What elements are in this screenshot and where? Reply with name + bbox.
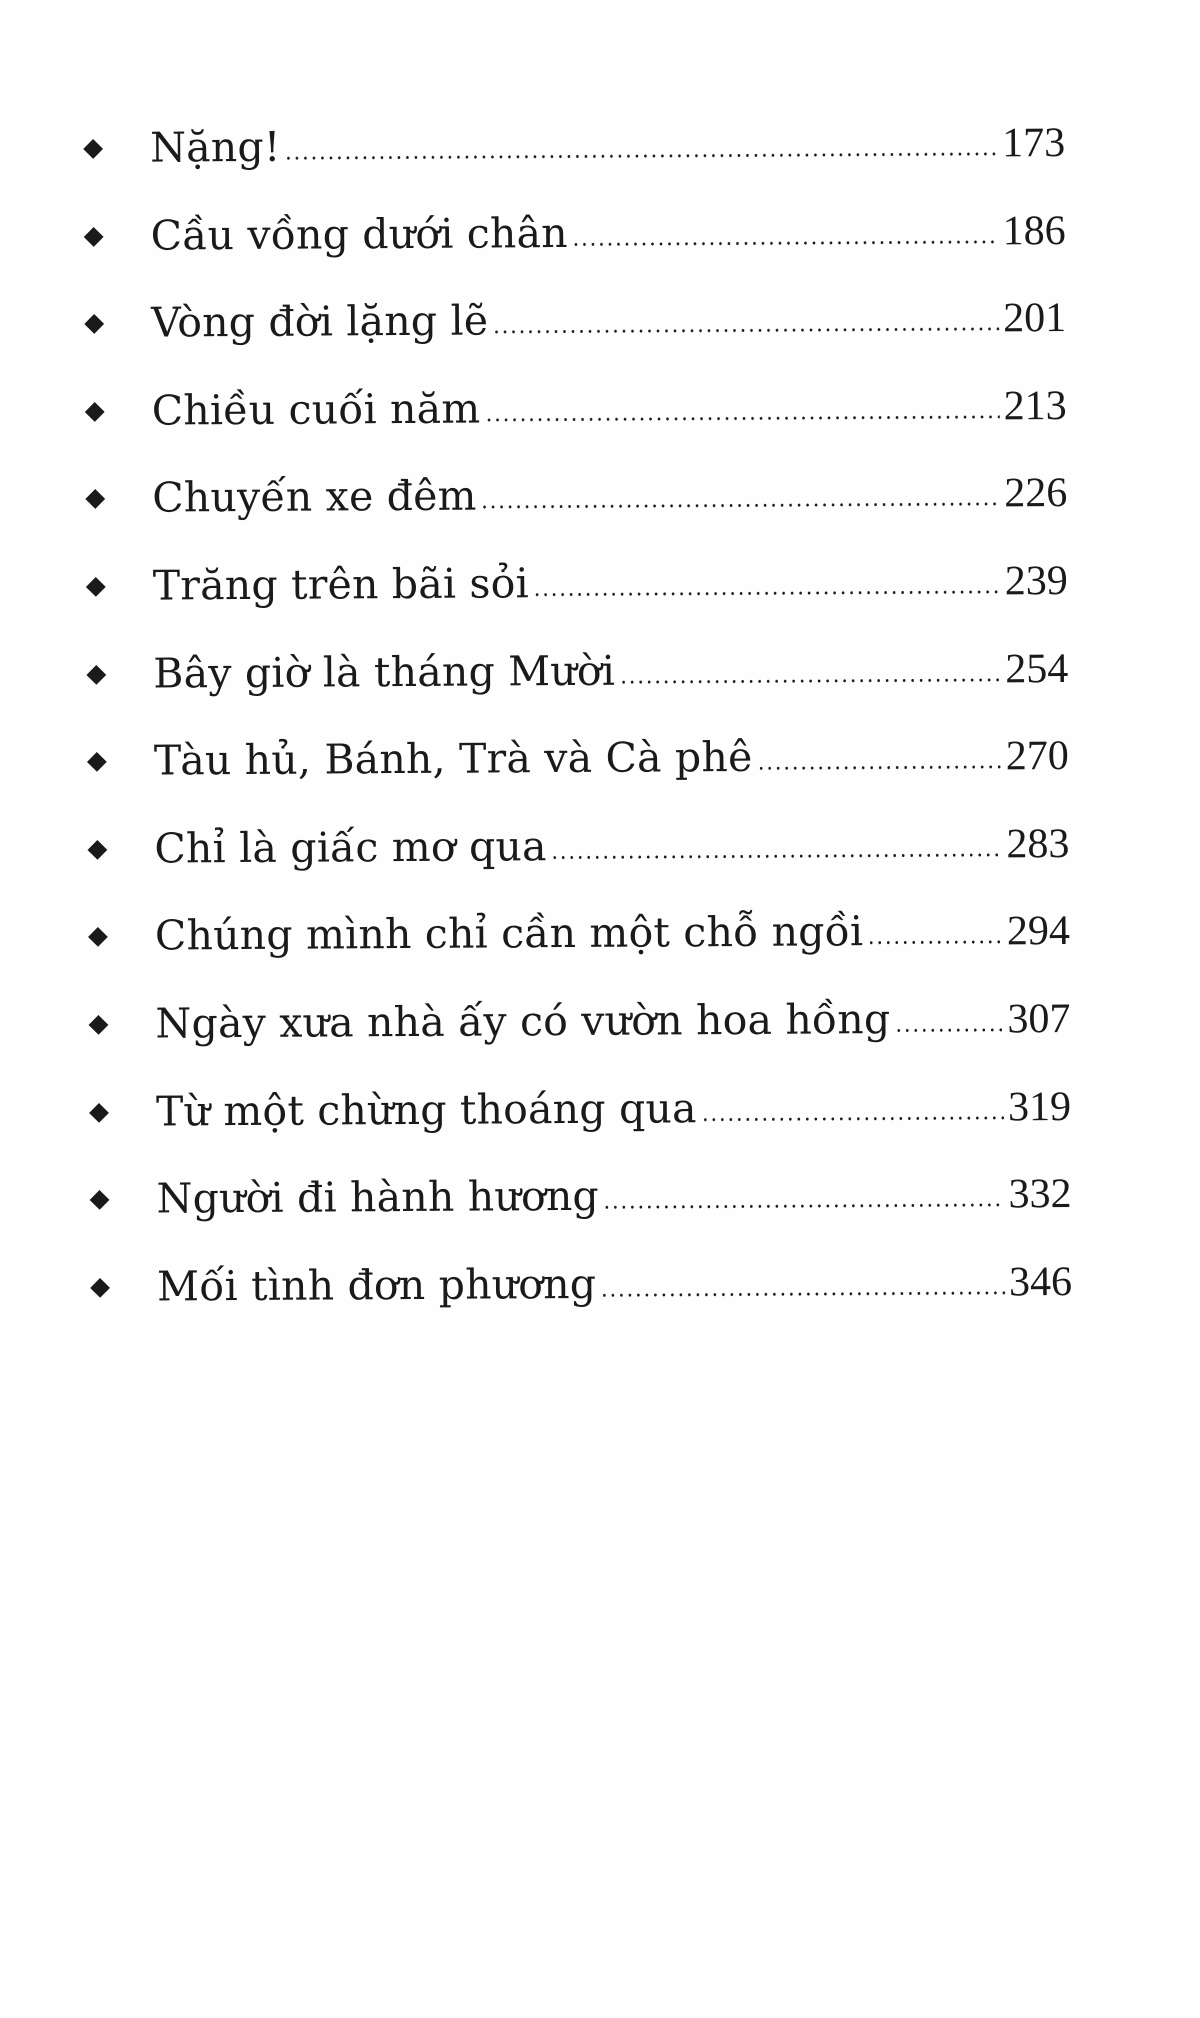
diamond-bullet-icon	[85, 489, 105, 509]
dot-leader	[894, 1028, 1003, 1032]
diamond-bullet-icon	[90, 1190, 110, 1210]
dot-leader	[492, 328, 999, 334]
dot-leader	[867, 941, 1003, 945]
dot-leader	[533, 590, 1001, 596]
toc-entry-title: Chuyến xe đêm	[152, 471, 477, 522]
toc-entry[interactable]	[82, 382, 1068, 479]
diamond-bullet-icon	[84, 314, 104, 334]
toc-entry-title: Chúng mình chỉ cần một chỗ ngồi	[154, 907, 864, 960]
diamond-bullet-icon	[85, 402, 105, 422]
toc-entry[interactable]	[84, 735, 1070, 829]
toc-entry-title: Chỉ là giấc mơ qua	[154, 821, 547, 873]
toc-entry-page-number: 186	[1002, 207, 1066, 254]
toc-entry-title: Người đi hành hương	[156, 1171, 600, 1223]
dot-leader	[603, 1203, 1005, 1208]
toc-entry[interactable]	[83, 557, 1069, 654]
toc-entry-page-number: 332	[1008, 1171, 1072, 1218]
toc-entry[interactable]	[85, 995, 1071, 1092]
toc-entry[interactable]	[82, 472, 1068, 566]
toc-entry-title: Trăng trên bãi sỏi	[152, 559, 530, 610]
toc-entry-page-number: 319	[1007, 1083, 1072, 1130]
toc-entry-title: Chiều cuối năm	[151, 384, 481, 435]
toc-entry-title: Từ một chừng thoáng qua	[155, 1083, 697, 1136]
diamond-bullet-icon	[89, 1103, 109, 1123]
dot-leader	[285, 152, 999, 159]
diamond-bullet-icon	[86, 665, 106, 685]
dot-leader	[484, 415, 999, 421]
toc-entry-page-number: 213	[1003, 382, 1067, 430]
diamond-bullet-icon	[88, 840, 108, 860]
toc-entry[interactable]	[86, 1173, 1072, 1267]
toc-entry-title: Mối tình đơn phương	[156, 1259, 597, 1311]
toc-entry-title: Vòng đời lặng lẽ	[151, 296, 489, 347]
toc-entry-title: Nặng!	[149, 122, 281, 172]
toc-entry-page-number: 173	[1001, 119, 1066, 167]
toc-entry-page-number: 239	[1004, 557, 1068, 605]
toc-entry-page-number: 254	[1005, 645, 1069, 692]
toc-entry[interactable]	[80, 119, 1066, 216]
dot-leader	[619, 678, 1001, 683]
diamond-bullet-icon	[84, 227, 104, 247]
toc-entry-page-number: 294	[1006, 908, 1071, 955]
toc-entry[interactable]	[81, 297, 1067, 391]
dot-leader	[481, 503, 1001, 509]
diamond-bullet-icon	[89, 1015, 109, 1035]
toc-entry-title: Cầu vồng dưới chân	[150, 208, 568, 260]
toc-entry-title: Bây giờ là tháng Mười	[153, 646, 616, 698]
diamond-bullet-icon	[83, 139, 103, 159]
toc-entry-page-number: 283	[1006, 820, 1070, 868]
diamond-bullet-icon	[86, 577, 106, 597]
toc-entry-title: Ngày xưa nhà ấy có vườn hoa hồng	[155, 995, 891, 1048]
toc-entry-page-number: 270	[1005, 733, 1069, 780]
dot-leader	[572, 240, 999, 246]
toc-entry-page-number: 201	[1003, 295, 1067, 342]
toc-entry[interactable]	[86, 1085, 1072, 1179]
toc-entry[interactable]	[83, 645, 1069, 742]
table-of-contents	[80, 119, 1073, 1354]
toc-entry[interactable]	[87, 1258, 1073, 1355]
dot-leader	[701, 1116, 1004, 1121]
dot-leader	[600, 1291, 1005, 1296]
dot-leader	[757, 766, 1002, 770]
toc-entry[interactable]	[81, 207, 1067, 304]
toc-entry[interactable]	[85, 907, 1071, 1004]
diamond-bullet-icon	[90, 1278, 110, 1298]
toc-entry[interactable]	[84, 820, 1070, 917]
diamond-bullet-icon	[88, 927, 108, 947]
diamond-bullet-icon	[87, 752, 107, 772]
toc-entry-page-number: 346	[1008, 1258, 1073, 1306]
toc-entry-page-number: 307	[1007, 995, 1071, 1043]
dot-leader	[551, 853, 1003, 859]
toc-entry-title: Tàu hủ, Bánh, Trà và Cà phê	[153, 733, 753, 785]
toc-entry-page-number: 226	[1004, 470, 1068, 517]
